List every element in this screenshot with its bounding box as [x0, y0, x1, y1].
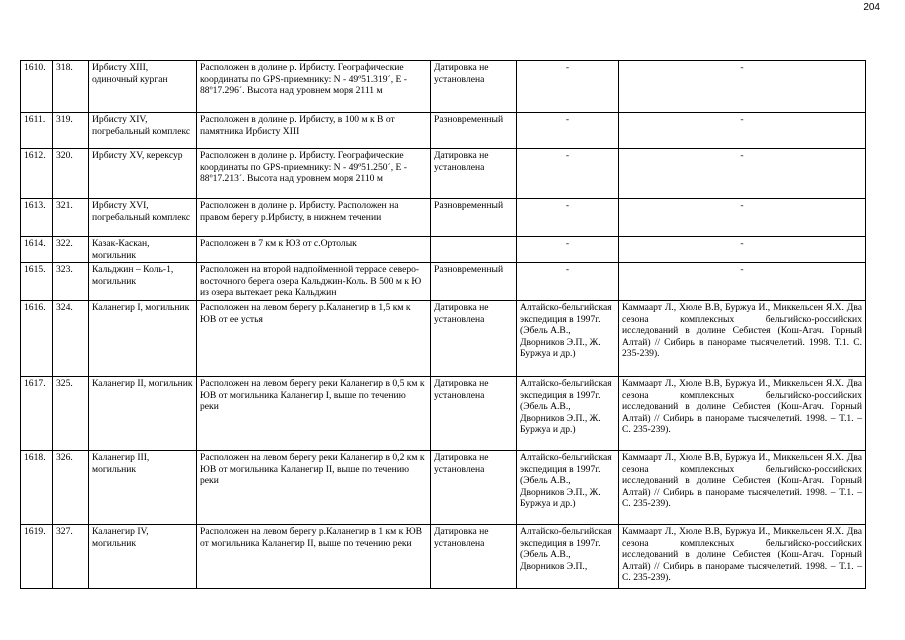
monument-id: 318. — [53, 61, 89, 113]
monument-id: 319. — [53, 113, 89, 149]
monument-name: Ирбисту XVI, погребальный комплекс — [89, 199, 197, 237]
monument-dating: Датировка не установлена — [431, 149, 517, 199]
monument-id: 323. — [53, 263, 89, 301]
monument-name: Каланегир I, могильник — [89, 301, 197, 377]
monument-research: - — [517, 237, 619, 263]
monument-literature: - — [619, 113, 866, 149]
monument-name: Казак-Каскан, могильник — [89, 237, 197, 263]
monument-location: Расположен в долине р. Ирбисту. Расположен на правом берегу р.Ирбисту, в нижнем течении — [197, 199, 431, 237]
row-number: 1610. — [21, 61, 53, 113]
monument-dating: Датировка не установлена — [431, 525, 517, 589]
monument-research: - — [517, 113, 619, 149]
row-number: 1613. — [21, 199, 53, 237]
monument-id: 320. — [53, 149, 89, 199]
monument-literature: - — [619, 61, 866, 113]
monument-id: 324. — [53, 301, 89, 377]
monument-name: Каланегир II, могильник — [89, 377, 197, 451]
monument-dating: Датировка не установлена — [431, 451, 517, 525]
monument-literature: - — [619, 237, 866, 263]
monument-research: - — [517, 263, 619, 301]
table-row — [21, 451, 866, 525]
monument-id: 326. — [53, 451, 89, 525]
row-number: 1617. — [21, 377, 53, 451]
monument-location: Расположен на левом берегу реки Каланегир в 0,2 км к ЮВ от могильника Каланегир II, выше по течению реки — [197, 451, 431, 525]
monument-id: 321. — [53, 199, 89, 237]
table-row — [21, 199, 866, 237]
monument-dating: Разновременный — [431, 113, 517, 149]
monument-literature: - — [619, 263, 866, 301]
table-row — [21, 525, 866, 589]
page-number: 204 — [863, 2, 880, 13]
table-row — [21, 263, 866, 301]
monument-dating: Разновременный — [431, 199, 517, 237]
monuments-table — [20, 60, 866, 589]
monument-research: Алтайско-бельгийская экспедиция в 1997г. (Эбель А.В., Дворников Э.П., Ж. Буржуа и др.) — [517, 451, 619, 525]
monument-research: Алтайско-бельгийская экспедиция в 1997г. (Эбель А.В., Дворников Э.П., Ж. Буржуа и др.) — [517, 377, 619, 451]
monument-location: Расположен на левом берегу реки Каланегир в 0,5 км к ЮВ от могильника Каланегир I, выше по течению реки — [197, 377, 431, 451]
monument-research: - — [517, 61, 619, 113]
monument-dating: Датировка не установлена — [431, 301, 517, 377]
row-number: 1616. — [21, 301, 53, 377]
monument-name: Кальджин – Коль-1, могильник — [89, 263, 197, 301]
monument-location: Расположен в долине р. Ирбисту. Географические координаты по GPS-приемнику: N - 49º51.319´, E - 88º17.296´. Высота над уровнем моря 2111 м — [197, 61, 431, 113]
monument-id: 327. — [53, 525, 89, 589]
table-row — [21, 113, 866, 149]
monument-literature: - — [619, 199, 866, 237]
monument-id: 322. — [53, 237, 89, 263]
monument-location: Расположен на второй надпойменной террасе северо-восточного берега озера Кальджин-Коль. В 500 м к Ю из озера вытекает река Кальджин — [197, 263, 431, 301]
row-number: 1619. — [21, 525, 53, 589]
monument-location: Расположен на левом берегу р.Каланегир в 1,5 км к ЮВ от ее устья — [197, 301, 431, 377]
monument-name: Каланегир III, могильник — [89, 451, 197, 525]
monument-literature: Каммаарт Л., Хюле В.В, Буржуа И., Миккельсен Я.Х. Два сезона комплексных бельгийско-российских исследований в долине Себистея (Кош-Агач. Горный Алтай) // Сибирь в панораме тысячелетий. 1998. – Т.1. – С. 235-239). — [619, 377, 866, 451]
monument-name: Ирбисту XV, керексур — [89, 149, 197, 199]
table-row — [21, 301, 866, 377]
monument-research: - — [517, 149, 619, 199]
monument-location: Расположен в долине р. Ирбисту. Географические координаты по GPS-приемнику: N - 49º51.250´, E - 88º17.213´. Высота над уровнем моря 2110 м — [197, 149, 431, 199]
monument-literature: Каммаарт Л., Хюле В.В, Буржуа И., Миккельсен Я.Х. Два сезона комплексных бельгийско-российских исследований в долине Себистея (Кош-Агач. Горный Алтай) // Сибирь в панораме тысячелетий. 1998. – Т.1. – С. 235-239). — [619, 525, 866, 589]
monument-id: 325. — [53, 377, 89, 451]
monument-research: Алтайско-бельгийская экспедиция в 1997г. (Эбель А.В., Дворников Э.П., Ж. Буржуа и др.) — [517, 301, 619, 377]
monument-location: Расположен на левом берегу р.Каланегир в 1 км к ЮВ от могильника Каланегир II, выше по течению реки — [197, 525, 431, 589]
table-row — [21, 377, 866, 451]
monument-dating: Датировка не установлена — [431, 61, 517, 113]
row-number: 1615. — [21, 263, 53, 301]
monument-dating: Датировка не установлена — [431, 377, 517, 451]
monument-literature: Каммаарт Л., Хюле В.В, Буржуа И., Миккельсен Я.Х. Два сезона комплексных бельгийско-российских исследований в долине Себистея (Кош-Агач. Горный Алтай) // Сибирь в панораме тысячелетий. 1998. – Т.1. – С. 235-239). — [619, 451, 866, 525]
monument-research: Алтайско-бельгийская экспедиция в 1997г. (Эбель А.В., Дворников Э.П., — [517, 525, 619, 589]
table-row — [21, 237, 866, 263]
monument-dating — [431, 237, 517, 263]
row-number: 1611. — [21, 113, 53, 149]
monument-location: Расположен в долине р. Ирбисту, в 100 м к В от памятника Ирбисту XIII — [197, 113, 431, 149]
monument-research: - — [517, 199, 619, 237]
monument-name: Каланегир IV, могильник — [89, 525, 197, 589]
monument-literature: - — [619, 149, 866, 199]
monument-literature: Каммаарт Л., Хюле В.В, Буржуа И., Миккельсен Я.Х. Два сезона комплексных бельгийско-российских исследований в долине Себистея (Кош-Агач. Горный Алтай) // Сибирь в панораме тысячелетий. 1998. Т.1. С. 235-239). — [619, 301, 866, 377]
table-row — [21, 149, 866, 199]
table-row — [21, 61, 866, 113]
monument-dating: Разновременный — [431, 263, 517, 301]
row-number: 1614. — [21, 237, 53, 263]
monument-name: Ирбисту XIII, одиночный курган — [89, 61, 197, 113]
row-number: 1618. — [21, 451, 53, 525]
monument-location: Расположен в 7 км к ЮЗ от с.Ортолык — [197, 237, 431, 263]
row-number: 1612. — [21, 149, 53, 199]
monument-name: Ирбисту XIV, погребальный комплекс — [89, 113, 197, 149]
